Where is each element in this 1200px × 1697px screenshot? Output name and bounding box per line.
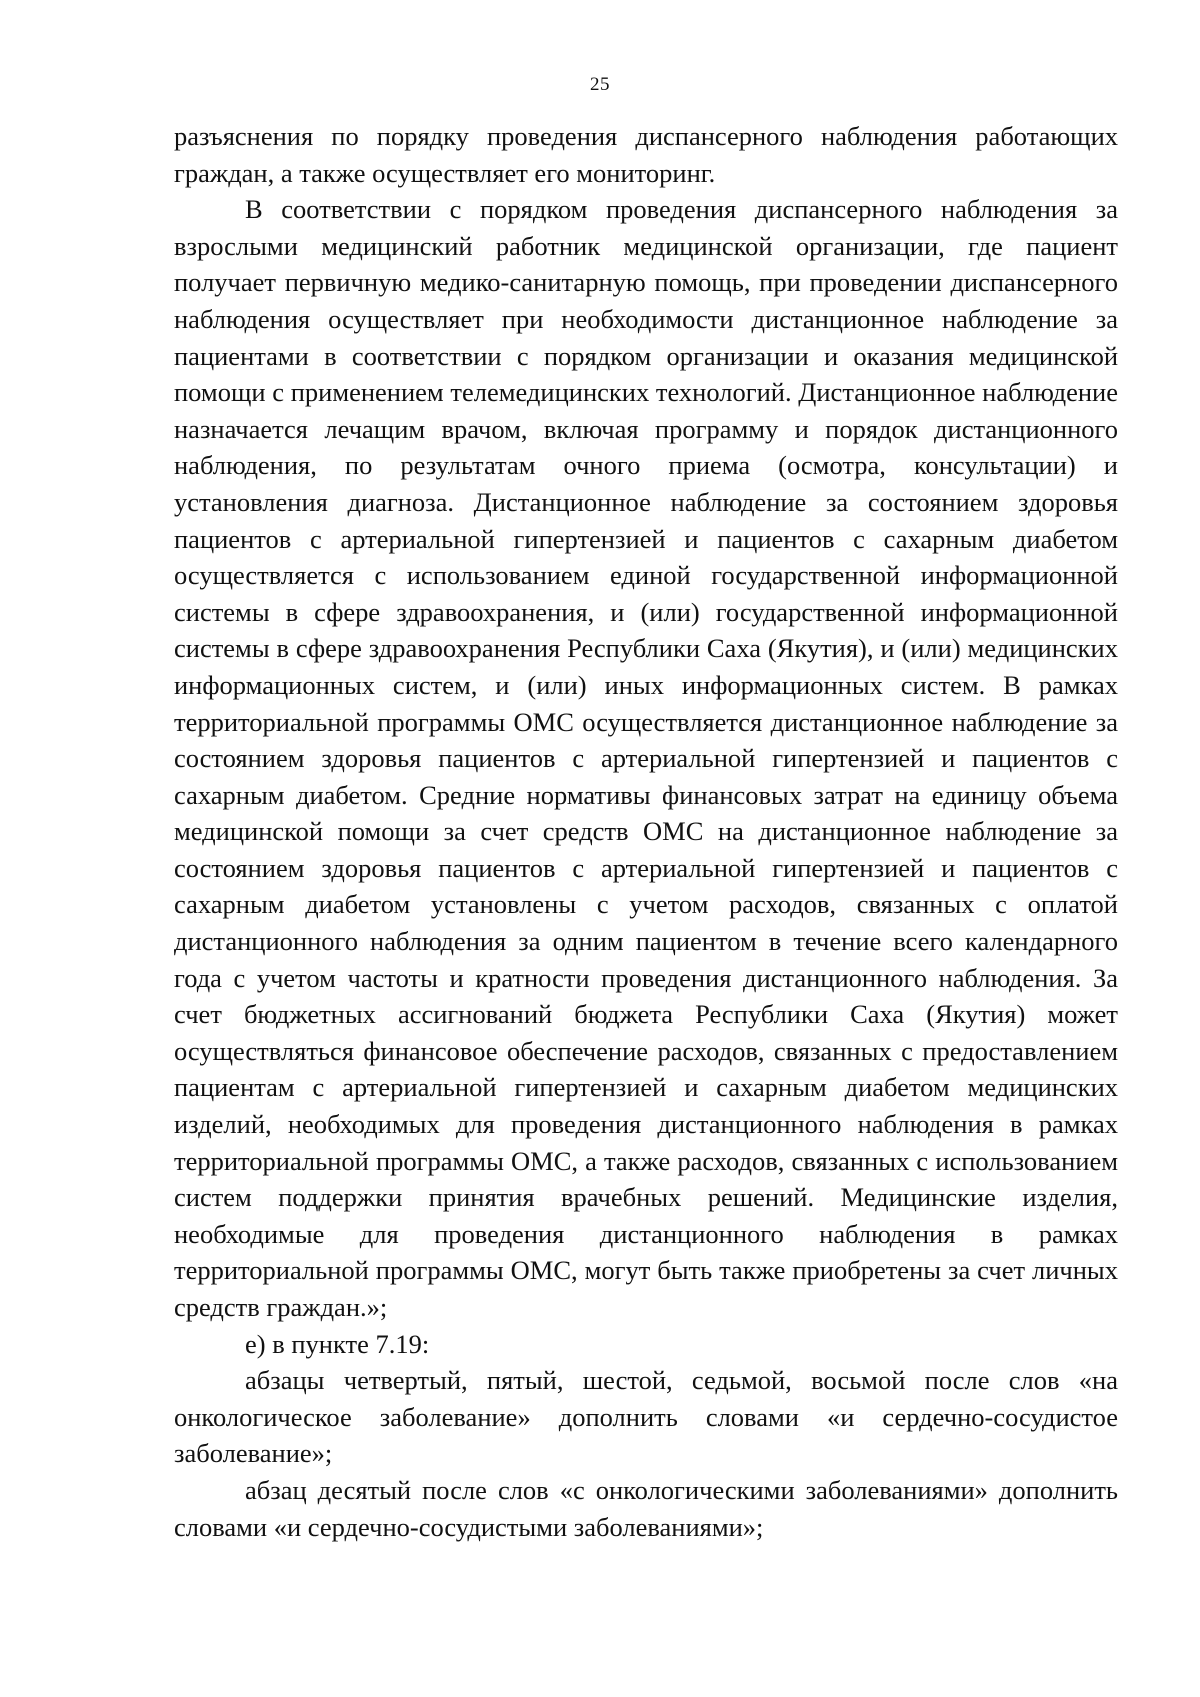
paragraph-continuation: разъяснения по порядку проведения диспансерного наблюдения работающих граждан, а также осуществляет его мониторинг. [174, 121, 1118, 188]
paragraph-amendment-paragraphs-4-8: абзацы четвертый, пятый, шестой, седьмой, восьмой после слов «на онкологическое заболевание» дополнить словами «и сердечно-сосудистое заболевание»; [174, 1365, 1118, 1469]
paragraph-clause-7-19: е) в пункте 7.19: [245, 1328, 430, 1359]
document-body [174, 118, 1118, 1545]
paragraph-remote-monitoring: В соответствии с порядком проведения диспансерного наблюдения за взрослыми медицинский работник медицинской организации, где пациент получает первичную медико-санитарную помощь, при проведении диспансерного наблюдения осуществляет при необходимости дистанционное наблюдение за пациентами в соответствии с порядком организации и оказания медицинской помощи с применением телемедицинских технологий. Дистанционное наблюдение назначается лечащим врачом, включая программу и порядок дистанционного наблюдения, по результатам очного приема (осмотра, консультации) и установления диагноза. Дистанционное наблюдение за состоянием здоровья пациентов с артериальной гипертензией и пациентов с сахарным диабетом осуществляется с использованием единой государственной информационной системы в сфере здравоохранения, и (или) государственной информационной системы в сфере здравоохранения Республики Саха (Якутия), и (или) медицинских информационных систем, и (или) иных информационных систем. В рамках территориальной программы ОМС осуществляется дистанционное наблюдение за состоянием здоровья пациентов с артериальной гипертензией и пациентов с сахарным диабетом. Средние нормативы финансовых затрат на единицу объема медицинской помощи за счет средств ОМС на дистанционное наблюдение за состоянием здоровья пациентов с артериальной гипертензией и пациентов с сахарным диабетом установлены с учетом расходов, связанных с оплатой дистанционного наблюдения за одним пациентом в течение всего календарного года с учетом частоты и кратности проведения дистанционного наблюдения. За счет бюджетных ассигнований бюджета Республики Саха (Якутия) может осуществляться финансовое обеспечение расходов, связанных с предоставлением пациентам с артериальной гипертензией и сахарным диабетом медицинских изделий, необходимых для проведения дистанционного наблюдения в рамках территориальной программы ОМС, а также расходов, связанных с использованием систем поддержки принятия врачебных решений. Медицинские изделия, необходимые для проведения дистанционного наблюдения в рамках территориальной программы ОМС, могут быть также приобретены за счет личных средств граждан.»; [174, 194, 1118, 1322]
paragraph-amendment-paragraph-10: абзац десятый после слов «с онкологическими заболеваниями» дополнить словами «и сердечно-сосудистыми заболеваниями»; [174, 1474, 1118, 1542]
page-number: 25 [590, 74, 610, 95]
